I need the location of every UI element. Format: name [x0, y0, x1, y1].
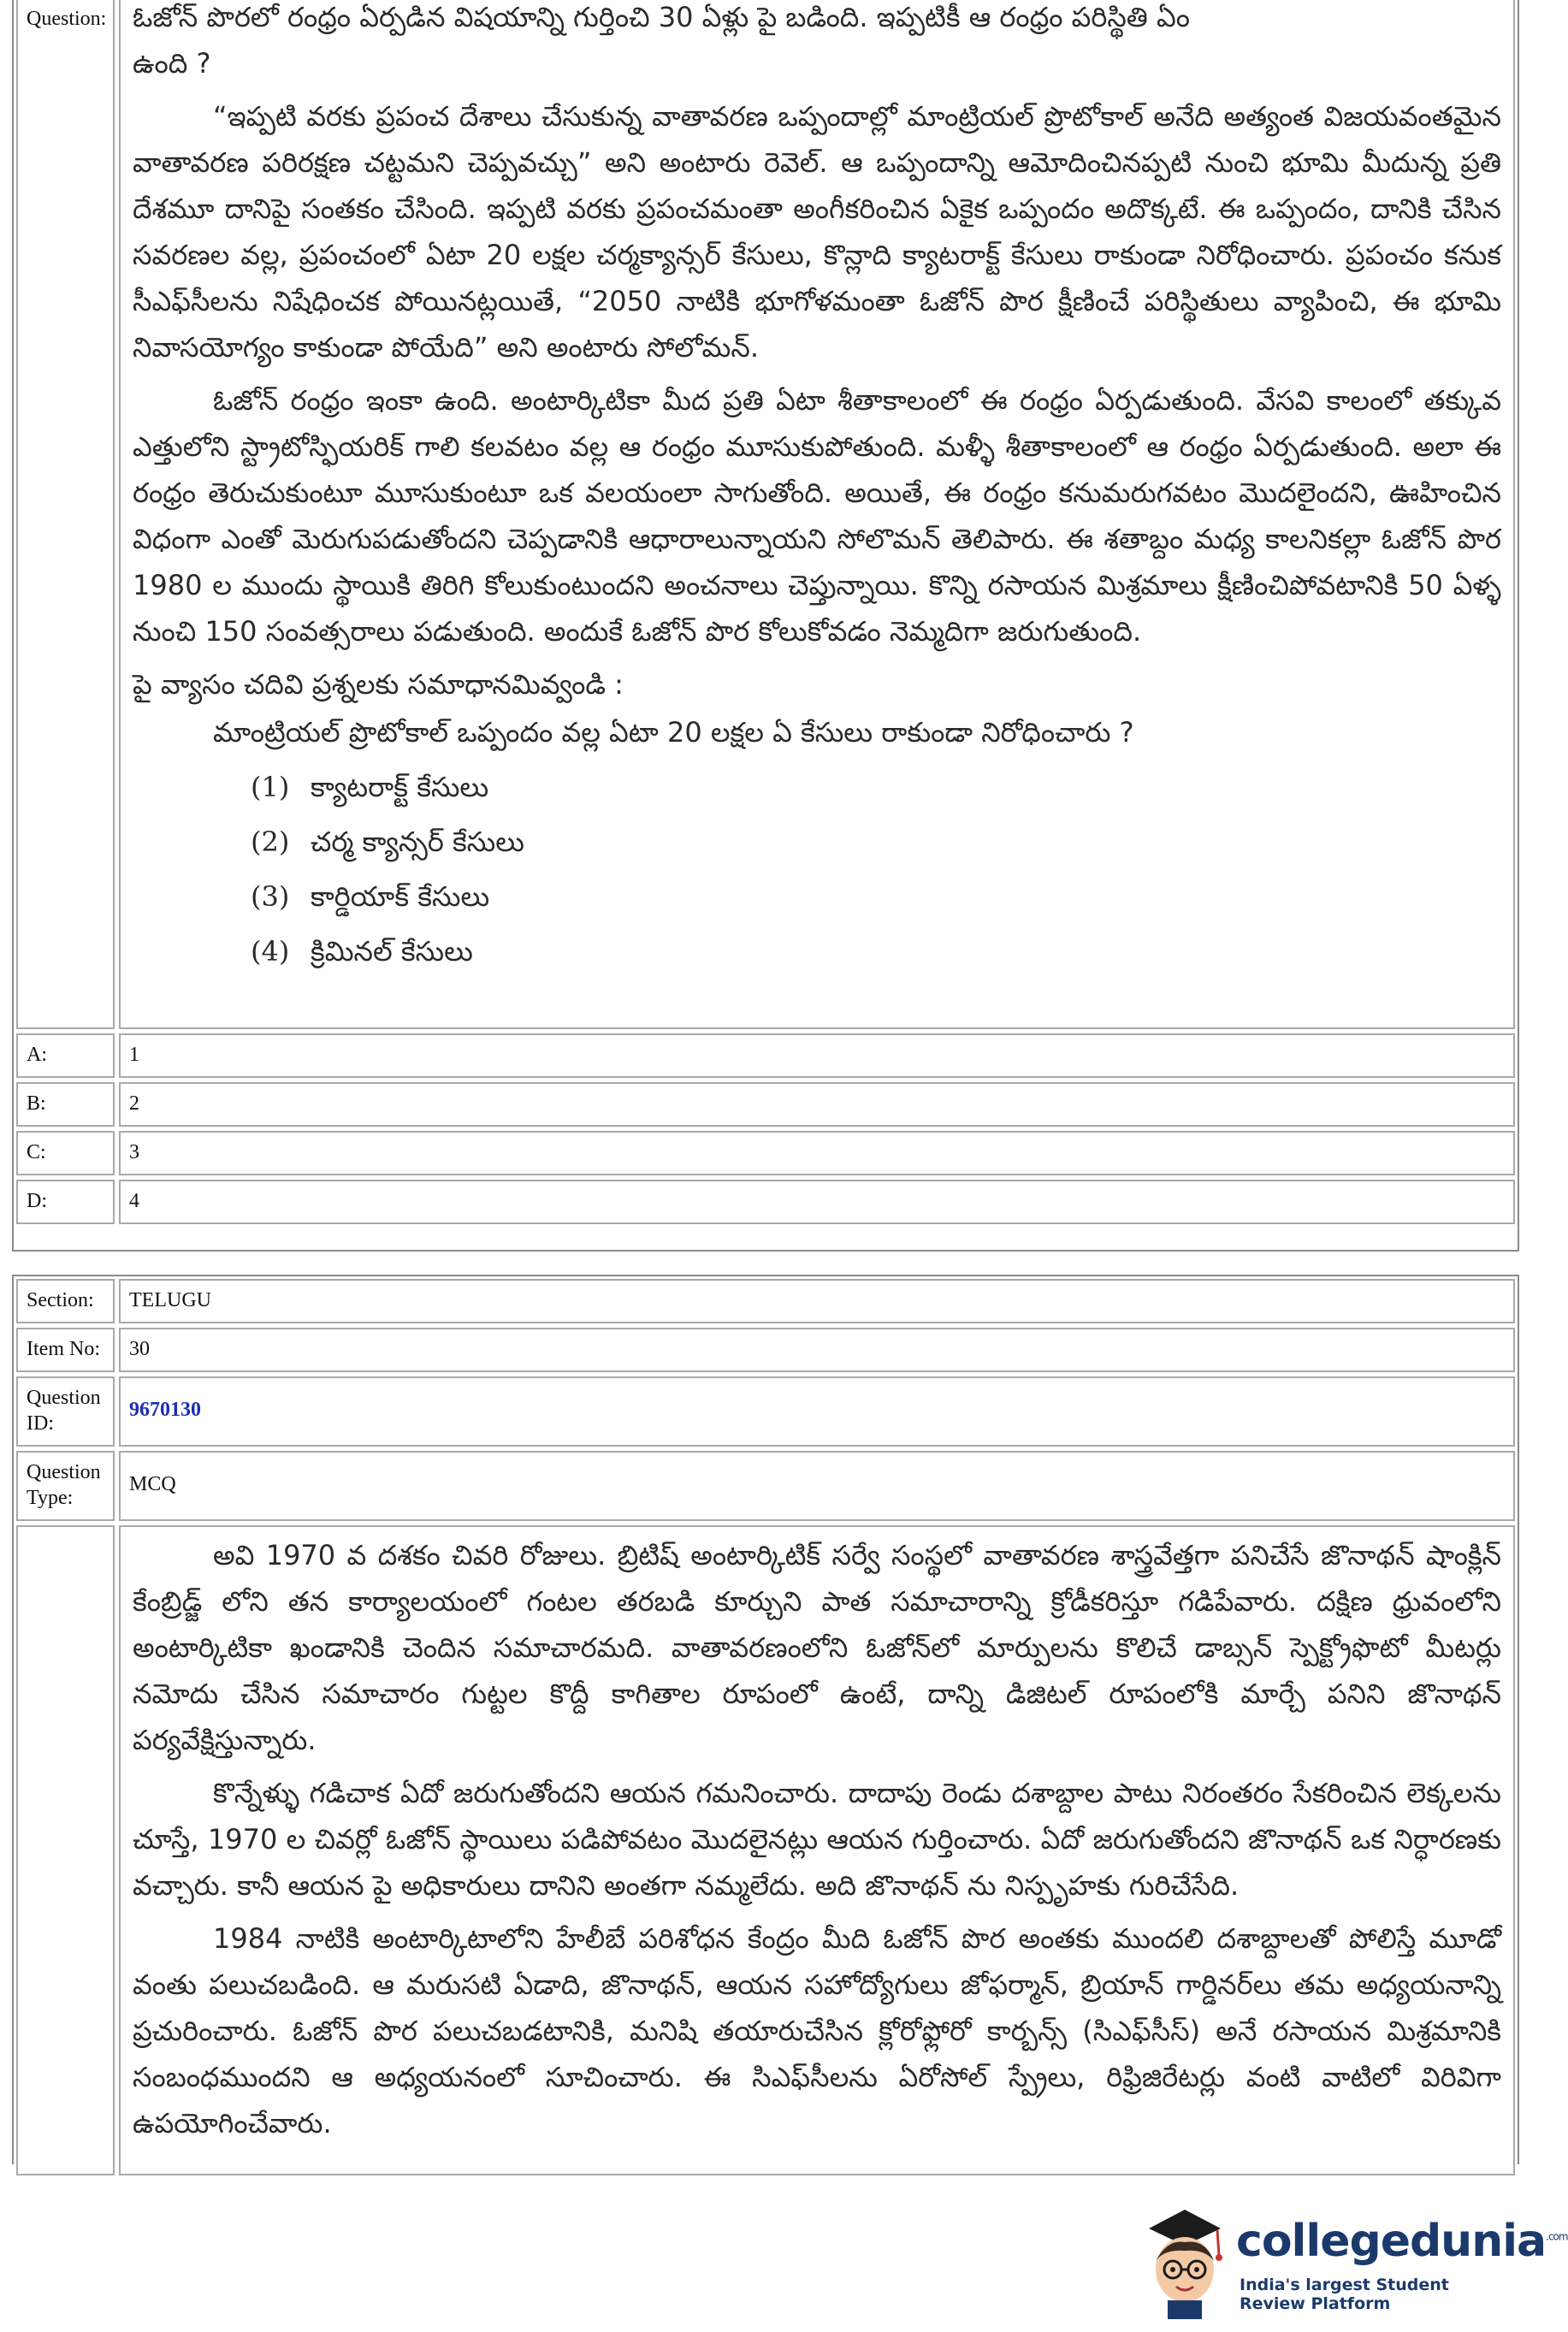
answer-label: B:: [16, 1082, 115, 1127]
answer-label: C:: [16, 1131, 115, 1175]
logo-name: collegedunia: [1236, 2216, 1547, 2267]
question-row: [16, 0, 1515, 1029]
question-block-2: [12, 1275, 1519, 2164]
question-label: Question:: [16, 0, 115, 1029]
instruction: పై వ్యాసం చదివి ప్రశ్నలకు సమాధానమివ్వండి :: [133, 668, 624, 701]
item-row: [16, 1328, 1515, 1372]
logo-wordmark: [1236, 2216, 1568, 2267]
option-number: (3): [251, 880, 290, 913]
option-number: (2): [251, 826, 290, 858]
partial-first-line: ఓజోన్ పొరలో రంధ్రం ఏర్పడిన విషయాన్ని గుర్తించి 30 ఏళ్లు పై బడింది. ఇప్పటికీ ఆ రంధ్రం పరిస్థితి ఏం: [133, 1, 1190, 33]
passage-paragraph: అవి 1970 వ దశకం చివరి రోజులు. బ్రిటిష్ అంటార్కిటిక్ సర్వే సంస్థలో వాతావరణ శాస్త్రవేత్తగా పనిచేసే జొనాథన్ షాంక్లిన్ కేంబ్రిడ్జ్ లోని తన కార్యాలయంలో గంటల తరబడి కూర్చుని పాత సమాచారాన్ని క్రోడీకరిస్తూ గడిపేవారు. దక్షిణ ధ్రువంలోని అంటార్కిటికా ఖండానికి చెందిన సమాచారమది. వాతావరణంలోని ఓజోన్‌లో మార్పులను కొలిచే డాబ్సన్ స్పెక్ట్రోఫొటో మీటర్లు నమోదు చేసిన సమాచారం గుట్టల కొద్దీ కాగితాల రూపంలో ఉంటే, దాన్ని డిజిటల్ రూపంలోకి మార్చే పనిని జొనాథన్ పర్యవేక్షిస్తున్నారు.: [133, 1539, 1501, 1756]
answer-label: D:: [16, 1180, 115, 1224]
question-id-label: Question ID:: [16, 1376, 115, 1447]
question-id-row: [16, 1376, 1515, 1447]
option-1: [133, 764, 1501, 810]
option-number: (4): [251, 935, 290, 968]
mascot-icon: [1133, 2194, 1236, 2323]
answer-label: A:: [16, 1033, 115, 1078]
question-type-row: [16, 1451, 1515, 1521]
answer-row-a: [16, 1033, 1515, 1078]
passage-paragraph: ఓజోన్ రంధ్రం ఇంకా ఉంది. అంటార్కిటికా మీద ప్రతి ఏటా శీతాకాలంలో ఈ రంధ్రం ఏర్పడుతుంది. వేసవి కాలంలో తక్కువ ఎత్తులోని స్ట్రాటోస్ఫియరిక్ గాలి కలవటం వల్ల ఆ రంధ్రం మూసుకుపోతుంది. మళ్ళీ శీతాకాలంలో ఆ రంధ్రం ఏర్పడుతుంది. అలా ఈ రంధ్రం తెరుచుకుంటూ మూసుకుంటూ ఒక వలయంలా సాగుతోంది. అయితే, ఈ రంధ్రం కనుమరుగవటం మొదలైందని, ఊహించిన విధంగా ఎంతో మెరుగుపడుతోందని చెప్పడానికి ఆధారాలున్నాయని సోలొమన్ తెలిపారు. ఈ శతాబ్దం మధ్య కాలనికల్లా ఓజోన్ పొర 1980 ల ముందు స్థాయికి తిరిగి కోలుకుంటుందని అంచనాలు చెప్తున్నాయి. కొన్ని రసాయన మిశ్రమాలు క్షీణించిపోవటానికి 50 ఏళ్ళ నుంచి 150 సంవత్సరాలు పడుతుంది. అందుకే ఓజోన్ పొర కోలుకోవడం నెమ్మదిగా జరుగుతుంది.: [133, 384, 1501, 648]
option-text: క్రిమినల్ కేసులు: [311, 935, 473, 968]
answer-value: 4: [119, 1180, 1515, 1224]
partial-second-line: ఉంది ?: [133, 47, 211, 80]
section-value: TELUGU: [119, 1279, 1515, 1323]
question-block-1: [12, 0, 1519, 1252]
question-stem: మాంట్రియల్ ప్రొటోకాల్ ఒప్పందం వల్ల ఏటా 20 లక్షల ఏ కేసులు రాకుండా నిరోధించారు ?: [213, 716, 1134, 749]
option-number: (1): [251, 771, 290, 803]
option-text: కార్డియాక్ కేసులు: [311, 880, 490, 913]
passage-paragraph: 1984 నాటికి అంటార్కిటాలోని హేలీబే పరిశోధన కేంద్రం మీది ఓజోన్ పొర అంతకు ముందలి దశాబ్దాలతో పోలిస్తే మూడో వంతు పలుచబడింది. ఆ మరుసటి ఏడాది, జొనాథన్, ఆయన సహోద్యోగులు జోఫర్మాన్, బ్రియాన్ గార్డినర్‌లు తమ అధ్యయనాన్ని ప్రచురించారు. ఓజోన్ పొర పలుచబడటానికి, మనిషి తయారుచేసిన క్లోరోఫ్లోరో కార్బన్స్ (సిఎఫ్‌సీస్) అనే రసాయన మిశ్రమానికి సంబంధముందని ఆ అధ్యయనంలో సూచించారు. ఈ సిఎఫ్‌సీలను ఏరోసోల్ స్ప్రేలు, రిఫ్రిజిరేటర్లు వంటి వాటిలో విరివిగా ఉపయోగించేవారు.: [133, 1922, 1501, 2140]
option-3: [133, 873, 1501, 920]
logo-dotcom: .com: [1546, 2230, 1568, 2243]
option-text: చర్మ క్యాన్సర్ కేసులు: [311, 826, 525, 858]
item-label: Item No:: [16, 1328, 115, 1372]
option-4: [133, 928, 1501, 974]
question-label-empty: [16, 1525, 115, 2175]
question-text: [119, 1525, 1515, 2175]
question-type-value: MCQ: [119, 1451, 1515, 1521]
section-row: [16, 1279, 1515, 1323]
question-type-label: Question Type:: [16, 1451, 115, 1521]
answer-row-c: [16, 1131, 1515, 1175]
collegedunia-logo[interactable]: [1133, 2190, 1568, 2327]
answer-row-b: [16, 1082, 1515, 1127]
option-2: [133, 819, 1501, 865]
answer-value: 2: [119, 1082, 1515, 1127]
answer-value: 3: [119, 1131, 1515, 1175]
question-id-value: [119, 1376, 1515, 1447]
question-id-link[interactable]: 9670130: [129, 1399, 201, 1421]
option-text: క్యాటరాక్ట్ కేసులు: [311, 771, 489, 803]
logo-tagline: India's largest Student Review Platform: [1240, 2276, 1449, 2313]
answer-value: 1: [119, 1033, 1515, 1078]
item-value: 30: [119, 1328, 1515, 1372]
passage-paragraph: “ఇప్పటి వరకు ప్రపంచ దేశాలు చేసుకున్న వాతావరణ ఒప్పందాల్లో మాంట్రియల్ ప్రొటోకాల్ అనేది అత్యంత విజయవంతమైన వాతావరణ పరిరక్షణ చట్టమని చెప్పవచ్చు” అని అంటారు రెవెల్. ఆ ఒప్పందాన్ని ఆమోదించినప్పటి నుంచి భూమి మీదున్న ప్రతి దేశమూ దానిపై సంతకం చేసింది. ఇప్పటి వరకు ప్రపంచమంతా అంగీకరించిన ఏకైక ఒప్పందం అదొక్కటే. ఈ ఒప్పందం, దానికి చేసిన సవరణల వల్ల, ప్రపంచంలో ఏటా 20 లక్షల చర్మక్యాన్సర్ కేసులు, కొన్లాది క్యాటరాక్ట్ కేసులు రాకుండా నిరోధించారు. ప్రపంచం కనుక సీఎఫ్‌సీలను నిషేధించక పోయినట్లయితే, “2050 నాటికి భూగోళమంతా ఓజోన్ పొర క్షీణించే పరిస్థితులు వ్యాపించి, ఈ భూమి నివాసయోగ్యం కాకుండా పోయేది” అని అంటారు సోలోమన్.: [133, 100, 1501, 364]
question-row: [16, 1525, 1515, 2175]
question-text: [119, 0, 1515, 1029]
answer-row-d: [16, 1180, 1515, 1224]
passage-paragraph: కొన్నేళ్ళు గడిచాక ఏదో జరుగుతోందని ఆయన గమనించారు. దాదాపు రెండు దశాబ్దాల పాటు నిరంతరం సేకరించిన లెక్కలను చూస్తే, 1970 ల చివర్లో ఓజోన్ స్థాయిలు పడిపోవటం మొదలైనట్లు ఆయన గుర్తించారు. ఏదో జరుగుతోందని జొనాథన్ ఒక నిర్ధారణకు వచ్చారు. కానీ ఆయన పై అధికారులు దానిని అంతగా నమ్మలేదు. అది జొనాథన్ ను నిస్పృహకు గురిచేసేది.: [133, 1777, 1501, 1902]
section-label: Section:: [16, 1279, 115, 1323]
